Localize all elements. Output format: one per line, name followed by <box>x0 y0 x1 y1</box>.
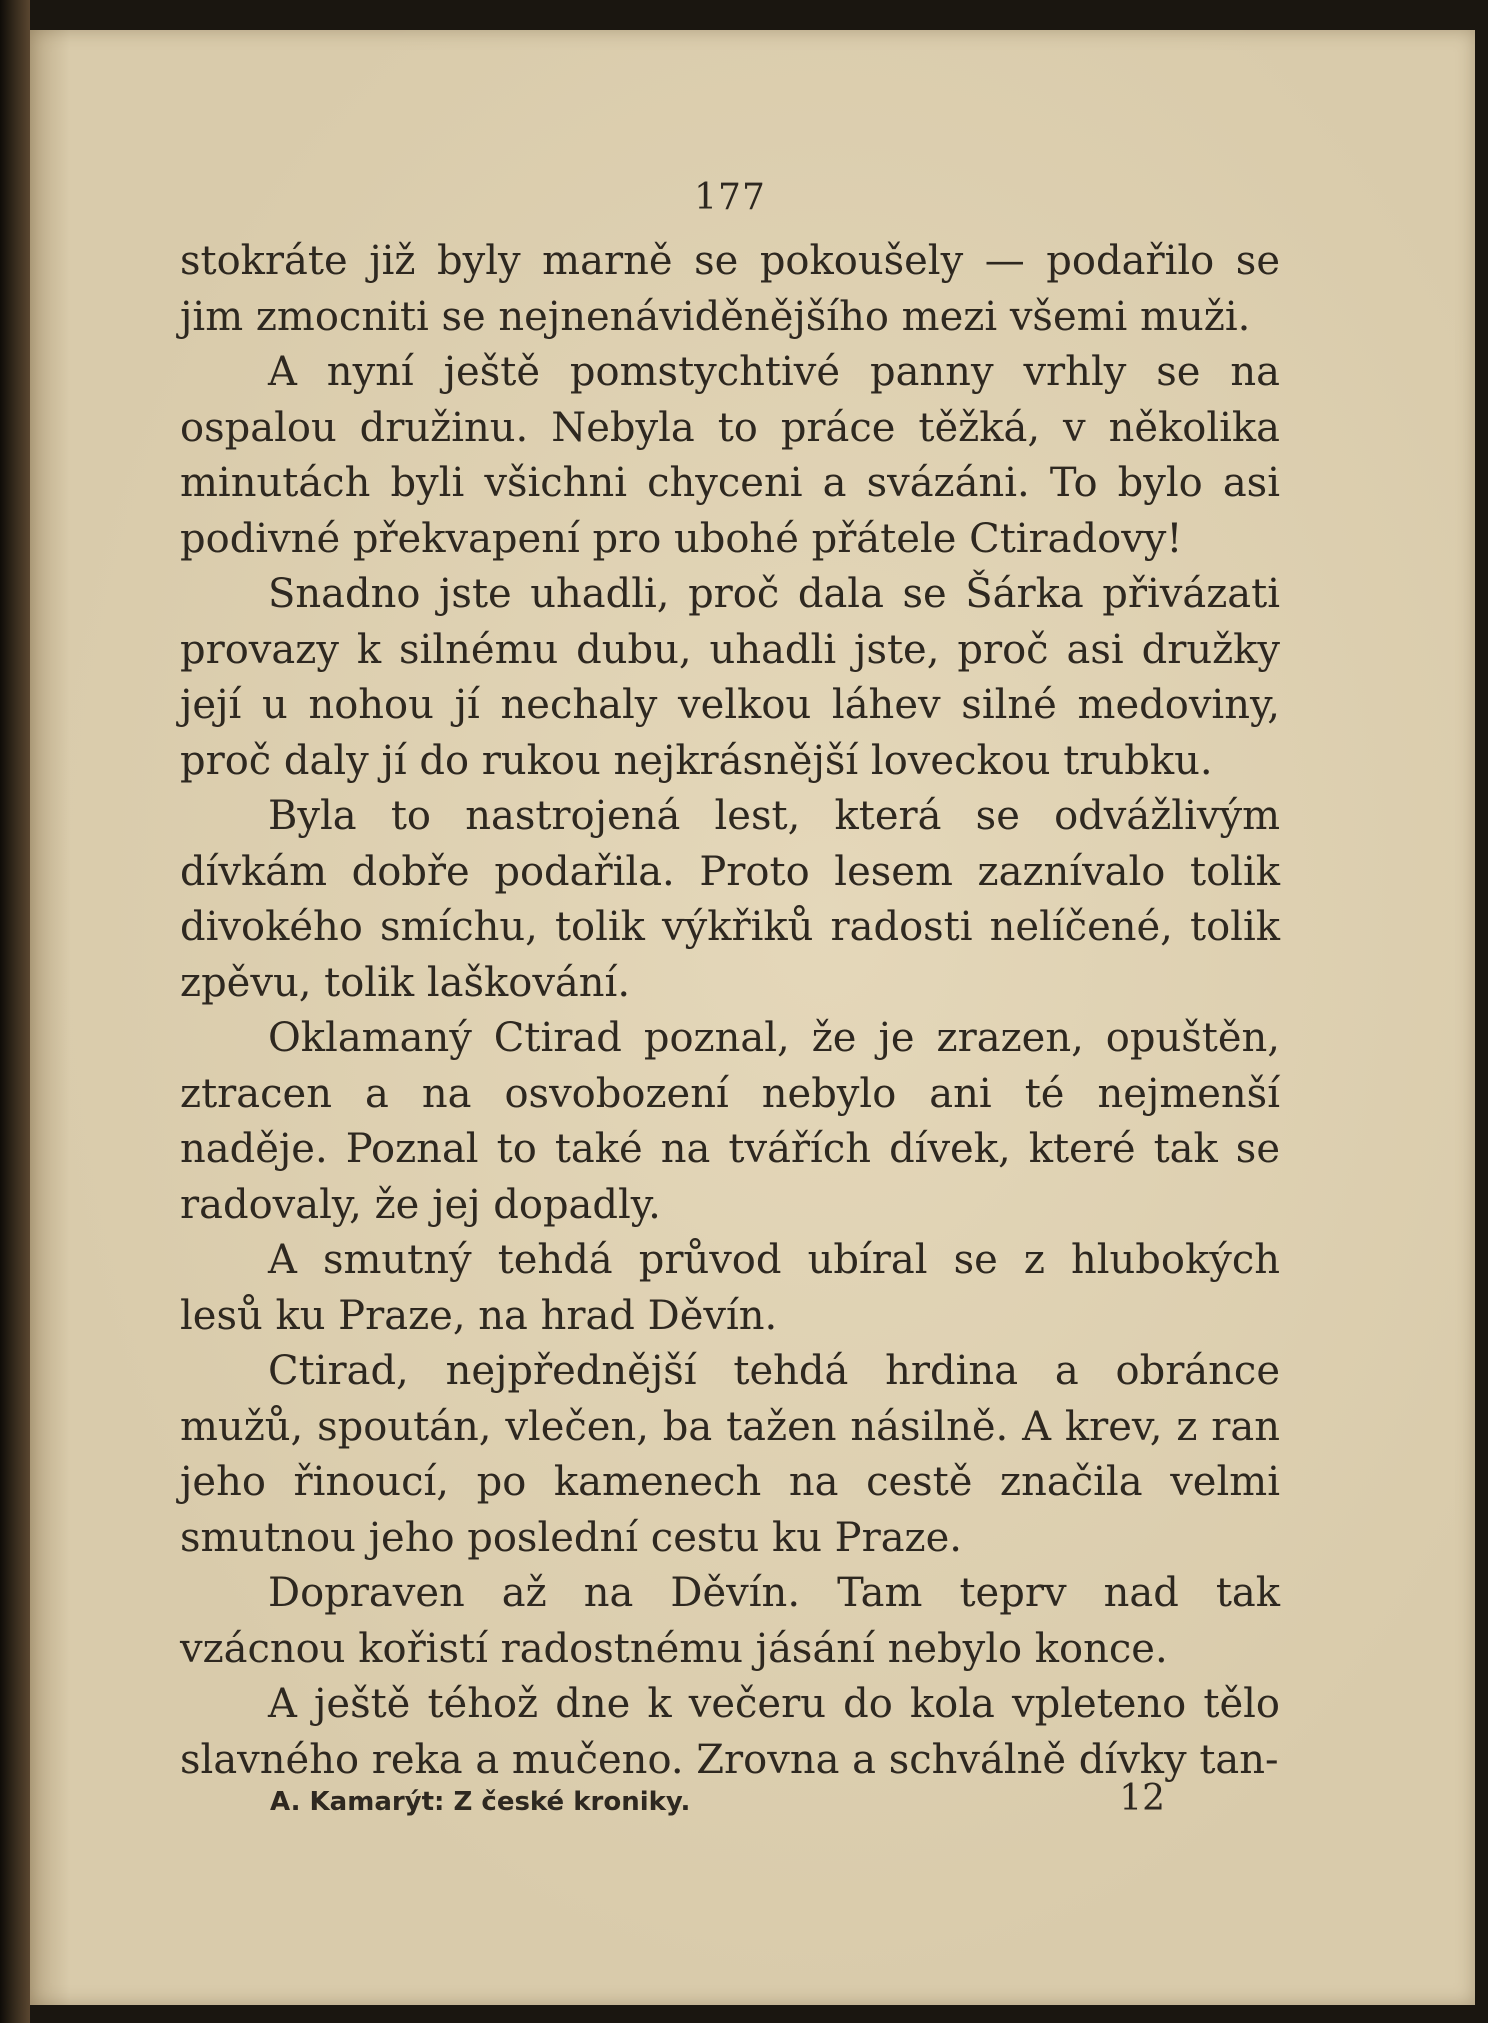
paragraph: A smutný tehdá průvod ubíral se z hlubokých lesů ku Praze, na hrad Děvín. <box>180 1237 1280 1339</box>
paragraph: A ještě téhož dne k večeru do kola vpleteno tělo slavného reka a mučeno. Zrovna a schválně dívky tan- <box>180 1681 1280 1783</box>
paragraph: Oklamaný Ctirad poznal, že je zrazen, opuštěn, ztracen a na osvobození nebylo ani té nejmenší naděje. Poznal to také na tvářích dívek, které tak se radovaly, že jej dopadly. <box>180 1015 1280 1228</box>
paragraph: Snadno jste uhadli, proč dala se Šárka přivázati provazy k silnému dubu, uhadli jste, proč asi družky její u nohou jí nechaly velkou láhev silné medoviny, proč daly jí do rukou nejkrásnější loveckou trubku. <box>180 571 1280 784</box>
paragraph: A nyní ještě pomstychtivé panny vrhly se na ospalou družinu. Nebyla to práce těžká, v několika minutách byli všichni chyceni a svázáni. To bylo asi podivné překvapení pro ubohé přátele Ctiradovy! <box>180 349 1280 562</box>
book-spine-edge <box>0 0 30 2023</box>
paragraph: Dopraven až na Děvín. Tam teprv nad tak vzácnou kořistí radostnému jásání nebylo konce. <box>180 1570 1280 1672</box>
page-footer <box>270 1778 1165 1819</box>
printer-signature-number: 12 <box>1119 1778 1165 1819</box>
page-number: 177 <box>694 177 766 218</box>
paragraph-continuation: stokráte již byly marně se pokoušely — podařilo se jim zmocniti se nejnenáviděnějšího mezi všemi muži. <box>180 238 1280 340</box>
paragraph: Byla to nastrojená lest, která se odvážlivým dívkám dobře podařila. Proto lesem zaznívalo tolik divokého smíchu, tolik výkřiků radosti nelíčené, tolik zpěvu, tolik laškování. <box>180 793 1280 1006</box>
printer-signature-text: A. Kamarýt: Z české kroniky. <box>270 1787 691 1817</box>
page-text-block <box>180 170 1280 1788</box>
paragraph: Ctirad, nejpřednější tehdá hrdina a obránce mužů, spoután, vlečen, ba tažen násilně. A krev, z ran jeho řinoucí, po kamenech na cestě značila velmi smutnou jeho poslední cestu ku Praze. <box>180 1348 1280 1561</box>
